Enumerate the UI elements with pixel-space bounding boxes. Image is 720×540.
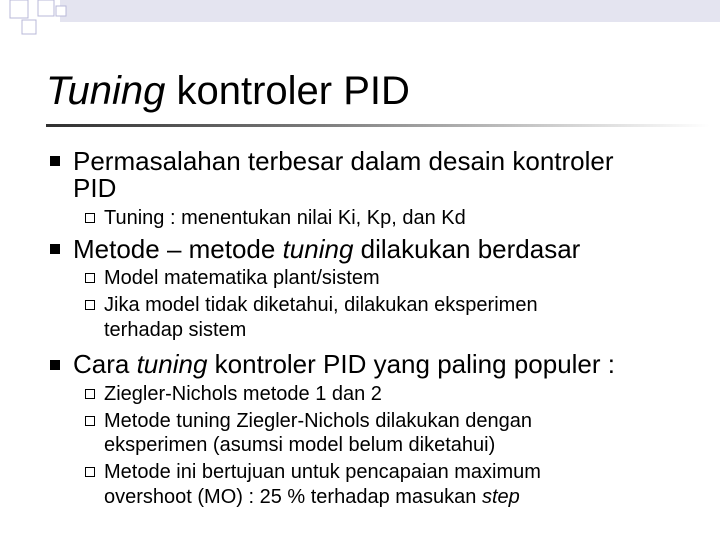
sub-bullet-3-3-line-1: Metode ini bertujuan untuk pencapaian maximum [104, 461, 541, 483]
bullet-1-line-1: Permasalahan terbesar dalam desain kontroler [73, 146, 614, 176]
bullet-3-pre: Cara [73, 349, 137, 379]
sub-bullet-3-3-pre: overshoot (MO) : 25 % terhadap masukan [104, 486, 482, 508]
bullet-3-post: kontroler PID yang paling populer : [207, 349, 615, 379]
bullet-2-post: dilakukan berdasar [353, 234, 581, 264]
bullet-1-line-2: PID [73, 173, 117, 203]
sub-bullet-2-2-line-1: Jika model tidak diketahui, dilakukan eksperimen [104, 294, 538, 316]
sub-bullet-1-1: Tuning : menentukan nilai Ki, Kp, dan Kd [104, 207, 466, 229]
sub-bullet-checkbox-icon [85, 389, 95, 399]
bullet-2-pre: Metode – metode [73, 234, 283, 264]
sub-bullet-checkbox-icon [85, 300, 95, 310]
title-divider [46, 124, 710, 127]
sub-bullet-3-1: Ziegler-Nichols metode 1 dan 2 [104, 383, 382, 405]
bullet-square-icon [50, 360, 60, 370]
sub-bullet-checkbox-icon [85, 273, 95, 283]
bullet-square-icon [50, 156, 60, 166]
bullet-2-text [73, 236, 580, 262]
bullet-3-text [73, 351, 615, 377]
sub-bullet-2-1: Model matematika plant/sistem [104, 267, 380, 289]
sub-bullet-3-3-line-2 [104, 487, 520, 508]
bullet-square-icon [50, 244, 60, 254]
sub-bullet-2-2-line-2: terhadap sistem [104, 319, 247, 341]
slide-title [46, 66, 410, 116]
sub-bullet-3-3-italic: step [481, 486, 520, 508]
sub-bullet-3-2-line-2: eksperimen (asumsi model belum diketahui) [104, 434, 496, 456]
bullet-3-italic: tuning [136, 349, 208, 379]
sub-bullet-checkbox-icon [85, 416, 95, 426]
header-decoration [0, 0, 720, 40]
sub-bullet-checkbox-icon [85, 467, 95, 477]
bullet-2-italic: tuning [282, 234, 354, 264]
sub-bullet-3-2-line-1: Metode tuning Ziegler-Nichols dilakukan dengan [104, 410, 533, 432]
title-rest: kontroler PID [165, 69, 410, 113]
title-italic: Tuning [46, 69, 166, 113]
sub-bullet-checkbox-icon [85, 213, 95, 223]
